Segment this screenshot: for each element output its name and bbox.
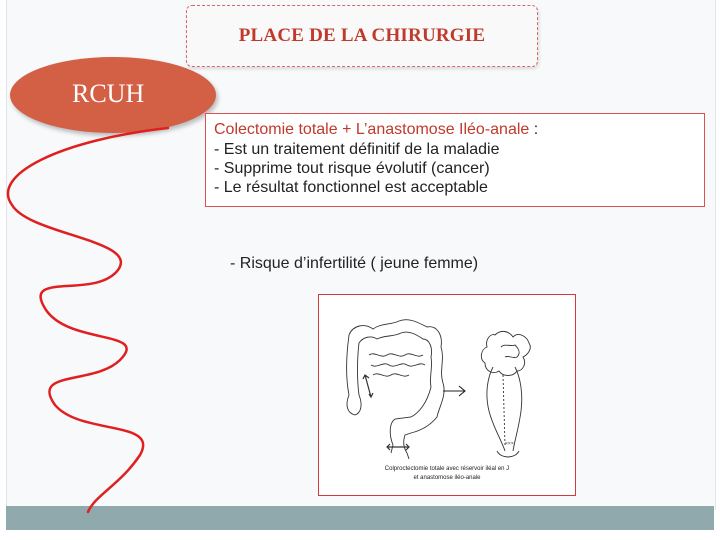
surgery-figure [318, 294, 576, 496]
svg-text:×××: ××× [505, 441, 514, 447]
figure-caption-line1: Colproctectomie totale avec réservoir iléal en J [384, 466, 510, 472]
section-label: RCUH [72, 79, 145, 108]
slide-title: PLACE DE LA CHIRURGIE [238, 25, 486, 46]
info-heading [214, 120, 704, 140]
title-box [186, 5, 538, 67]
figure-caption-line2: et anastomose iléo-anale [413, 475, 481, 481]
info-item-cancer-risk: - Supprime tout risque évolutif (cancer) [214, 160, 490, 177]
figure-caption [319, 465, 575, 483]
infertility-risk-line: - Risque d’infertilité ( jeune femme) [230, 255, 479, 272]
info-box [205, 113, 705, 207]
slide-footer-bar [6, 506, 714, 530]
info-heading-colon: : [533, 121, 539, 138]
info-item-definitive: - Est un traitement définitif de la maladie [214, 141, 500, 158]
info-item-functional-result: - Le résultat fonctionnel est acceptable [214, 179, 488, 196]
info-heading-text: Colectomie totale + L’anastomose Iléo-anale [214, 121, 530, 138]
